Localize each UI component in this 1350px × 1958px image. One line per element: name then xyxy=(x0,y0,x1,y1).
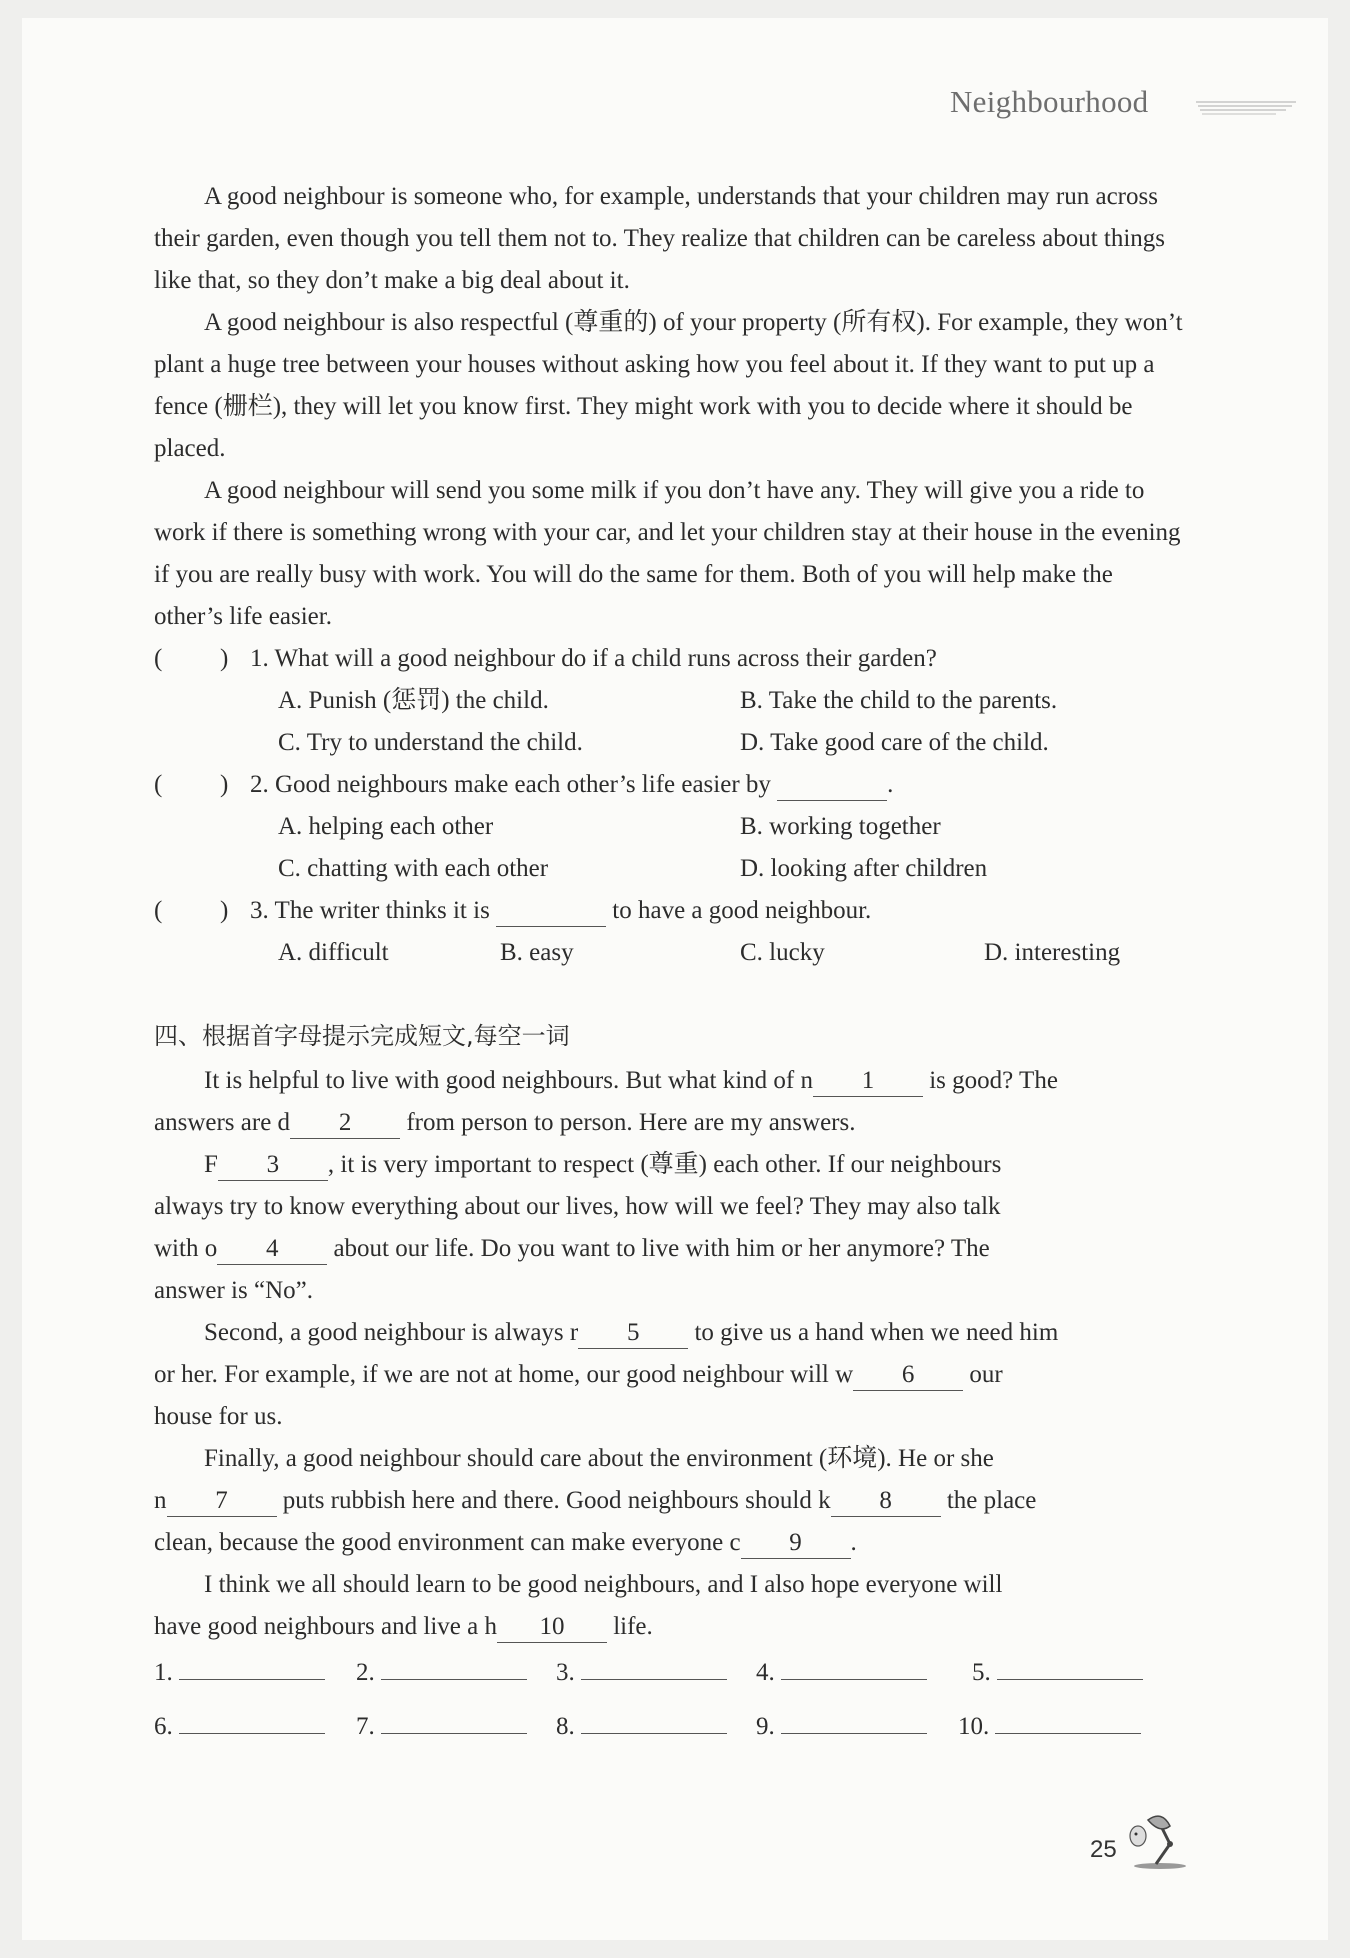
answer-10 xyxy=(958,1706,1141,1748)
cloze-line-11 xyxy=(154,1480,1036,1522)
answer-1 xyxy=(154,1652,325,1694)
answer-7 xyxy=(356,1706,527,1748)
paragraph-1: A good neighbour is someone who, for example, understands that your children may run across their garden, even though you tell them not to. They realize that children can be careless about things like that, so they don’t make a big deal about it. xyxy=(154,183,1166,294)
cloze-blank-5[interactable]: 5 xyxy=(578,1318,688,1349)
cloze-line-1 xyxy=(204,1060,1058,1102)
answer-line[interactable] xyxy=(581,1707,727,1734)
answer-label: 7. xyxy=(356,1713,375,1740)
cloze-line-13: I think we all should learn to be good neighbours, and I also hope everyone will xyxy=(204,1571,1003,1598)
cloze-blank-1[interactable]: 1 xyxy=(813,1066,923,1097)
answer-2 xyxy=(356,1652,527,1694)
answer-8 xyxy=(556,1706,727,1748)
answer-9 xyxy=(756,1706,927,1748)
option-c: C. Try to understand the child. xyxy=(278,729,583,756)
cloze-blank-9[interactable]: 9 xyxy=(741,1528,851,1559)
cloze-text: to give us a hand when we need him xyxy=(694,1319,1059,1346)
cloze-text: Second, a good neighbour is always r xyxy=(204,1319,579,1346)
answer-line[interactable] xyxy=(381,1707,527,1734)
cloze-line-5 xyxy=(154,1228,990,1270)
cloze-blank-2[interactable]: 2 xyxy=(290,1108,400,1139)
cloze-text: n xyxy=(154,1487,167,1514)
cloze-text: our xyxy=(969,1361,1003,1388)
option-d: D. interesting xyxy=(984,939,1121,966)
cloze-text: from person to person. Here are my answers. xyxy=(406,1109,856,1136)
cloze-text: , it is very important to respect (尊重) each other. If our neighbours xyxy=(327,1151,1002,1178)
cloze-text: clean, because the good environment can make everyone c xyxy=(154,1529,741,1556)
paragraph-2: A good neighbour is also respectful (尊重的) of your property (所有权). For example, they won’t plant a huge tree between your houses without asking how you feel about it. If they want to put up a fence (栅栏), they will let you know first. They might work with you to decide where it should be placed. xyxy=(154,309,1183,462)
answer-label: 10. xyxy=(958,1713,990,1740)
cloze-text: with o xyxy=(154,1235,218,1262)
option-b: B. easy xyxy=(500,939,574,966)
answer-paren-close: ) xyxy=(220,771,229,798)
cloze-line-2 xyxy=(154,1102,855,1144)
answer-label: 8. xyxy=(556,1713,575,1740)
option-b: B. working together xyxy=(740,813,941,840)
answer-3 xyxy=(556,1652,727,1694)
question-text xyxy=(250,890,871,932)
answer-6 xyxy=(154,1706,325,1748)
cloze-blank-4[interactable]: 4 xyxy=(217,1234,327,1265)
reading-passage xyxy=(154,176,1184,638)
answer-line[interactable] xyxy=(179,1653,325,1680)
cloze-line-14 xyxy=(154,1606,653,1648)
cloze-line-9: house for us. xyxy=(154,1403,283,1430)
question-text-before: 3. The writer thinks it is xyxy=(250,897,490,924)
answer-line[interactable] xyxy=(179,1707,325,1734)
option-c: C. chatting with each other xyxy=(278,855,549,882)
cloze-text: about our life. Do you want to live with him or her anymore? The xyxy=(333,1235,990,1262)
cloze-line-7 xyxy=(204,1312,1058,1354)
answer-4 xyxy=(756,1652,927,1694)
cloze-text: is good? The xyxy=(929,1067,1058,1094)
cloze-line-4: always try to know everything about our lives, how will we feel? They may also talk xyxy=(154,1193,1001,1220)
answer-label: 4. xyxy=(756,1659,775,1686)
question-text-after: . xyxy=(887,771,894,798)
cloze-blank-8[interactable]: 8 xyxy=(831,1486,941,1517)
question-text: 1. What will a good neighbour do if a child runs across their garden? xyxy=(250,645,937,672)
answer-label: 2. xyxy=(356,1659,375,1686)
answer-paren-close: ) xyxy=(220,897,229,924)
option-c: C. lucky xyxy=(740,939,825,966)
page-header-title: Neighbourhood xyxy=(950,84,1149,119)
paragraph-3: A good neighbour will send you some milk if you don’t have any. They will give you a ride to work if there is something wrong with your car, and let your children stay at their house in the evening if you are really busy with work. You will do the same for them. Both of you will help make the other’s life easier. xyxy=(154,477,1181,630)
question-blank[interactable] xyxy=(496,896,606,927)
cloze-line-8 xyxy=(154,1354,1003,1396)
cloze-text: puts rubbish here and there. Good neighbours should k xyxy=(282,1487,831,1514)
question-text-before: 2. Good neighbours make each other’s life easier by xyxy=(250,771,771,798)
cloze-text: or her. For example, if we are not at home, our good neighbour will w xyxy=(154,1361,854,1388)
answer-paren-open[interactable]: ( xyxy=(154,645,163,672)
option-a: A. helping each other xyxy=(278,813,494,840)
cloze-blank-7[interactable]: 7 xyxy=(167,1486,277,1517)
cloze-text: life. xyxy=(613,1613,653,1640)
answer-5 xyxy=(972,1652,1143,1694)
answer-line[interactable] xyxy=(997,1653,1143,1680)
cloze-line-6: answer is “No”. xyxy=(154,1277,313,1304)
cloze-line-10: Finally, a good neighbour should care about the environment (环境). He or she xyxy=(204,1445,994,1472)
cloze-text: have good neighbours and live a h xyxy=(154,1613,497,1640)
answer-paren-close: ) xyxy=(220,645,229,672)
header-decoration-lines-icon xyxy=(1196,100,1306,116)
cloze-line-12 xyxy=(154,1522,857,1564)
cloze-text: . xyxy=(850,1529,857,1556)
answer-label: 9. xyxy=(756,1713,775,1740)
answer-label: 5. xyxy=(972,1659,991,1686)
cloze-text: answers are d xyxy=(154,1109,291,1136)
page-number: 25 xyxy=(1090,1836,1117,1863)
answer-paren-open[interactable]: ( xyxy=(154,897,163,924)
answer-label: 6. xyxy=(154,1713,173,1740)
option-d: D. looking after children xyxy=(740,855,988,882)
cloze-blank-6[interactable]: 6 xyxy=(853,1360,963,1391)
answer-line[interactable] xyxy=(781,1707,927,1734)
answer-line[interactable] xyxy=(781,1653,927,1680)
answer-paren-open[interactable]: ( xyxy=(154,771,163,798)
desk-lamp-mascot-icon xyxy=(1126,1808,1190,1872)
answer-label: 3. xyxy=(556,1659,575,1686)
answer-line[interactable] xyxy=(381,1653,527,1680)
answer-label: 1. xyxy=(154,1659,173,1686)
section-4-title: 四、根据首字母提示完成短文,每空一词 xyxy=(154,1022,570,1050)
option-a: A. Punish (惩罚) the child. xyxy=(278,687,549,714)
answer-line[interactable] xyxy=(995,1707,1141,1734)
cloze-text: the place xyxy=(946,1487,1037,1514)
cloze-text: It is helpful to live with good neighbours. But what kind of n xyxy=(204,1067,813,1094)
question-text-after: to have a good neighbour. xyxy=(612,897,872,924)
cloze-blank-3[interactable]: 3 xyxy=(218,1150,328,1181)
option-b: B. Take the child to the parents. xyxy=(740,687,1058,714)
cloze-text: F xyxy=(204,1151,218,1178)
question-blank[interactable] xyxy=(777,770,887,801)
cloze-blank-10[interactable]: 10 xyxy=(497,1612,607,1643)
question-text xyxy=(250,764,893,806)
answer-line[interactable] xyxy=(581,1653,727,1680)
cloze-line-3 xyxy=(204,1144,1001,1186)
option-a: A. difficult xyxy=(278,939,389,966)
option-d: D. Take good care of the child. xyxy=(740,729,1049,756)
